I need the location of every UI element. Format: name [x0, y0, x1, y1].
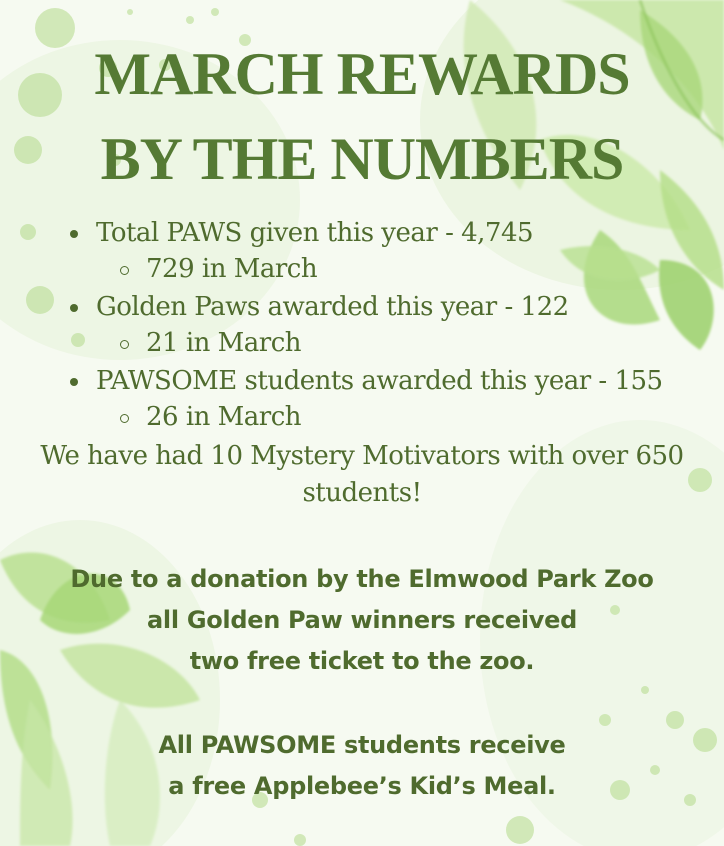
stat-text: PAWSOME students awarded this year - 155 — [96, 366, 663, 396]
bullet-icon — [70, 230, 78, 238]
stat-sub-item — [146, 402, 301, 432]
title-line-2: BY THE NUMBERS — [100, 126, 624, 192]
hollow-bullet-icon — [120, 414, 129, 423]
mystery-line-2: students! — [302, 478, 422, 508]
mystery-motivators-note — [30, 438, 694, 512]
stat-item — [96, 366, 663, 396]
stat-sub-item — [146, 328, 301, 358]
mystery-line-1: We have had 10 Mystery Motivators with over 650 — [40, 441, 684, 471]
stat-sub-item — [146, 254, 317, 284]
zoo-line-2: all Golden Paw winners received — [147, 606, 577, 634]
bullet-icon — [70, 378, 78, 386]
meal-line-2: a free Applebee’s Kid’s Meal. — [168, 772, 556, 800]
stat-item — [96, 292, 569, 322]
stat-sub-text: 21 in March — [146, 328, 302, 358]
stat-text: Golden Paws awarded this year - 122 — [96, 292, 569, 322]
meal-line-1: All PAWSOME students receive — [158, 731, 566, 759]
stat-sub-text: 26 in March — [146, 402, 302, 432]
stat-sub-text: 729 in March — [146, 254, 318, 284]
stat-text: Total PAWS given this year - 4,745 — [96, 218, 534, 248]
hollow-bullet-icon — [120, 340, 129, 349]
hollow-bullet-icon — [120, 266, 129, 275]
stat-item — [96, 218, 533, 248]
bullet-icon — [70, 304, 78, 312]
zoo-donation-note — [0, 559, 724, 682]
applebees-meal-note — [0, 725, 724, 807]
zoo-line-3: two free ticket to the zoo. — [189, 647, 535, 675]
title-line-1: MARCH REWARDS — [94, 41, 630, 107]
zoo-line-1: Due to a donation by the Elmwood Park Zoo — [70, 565, 654, 593]
